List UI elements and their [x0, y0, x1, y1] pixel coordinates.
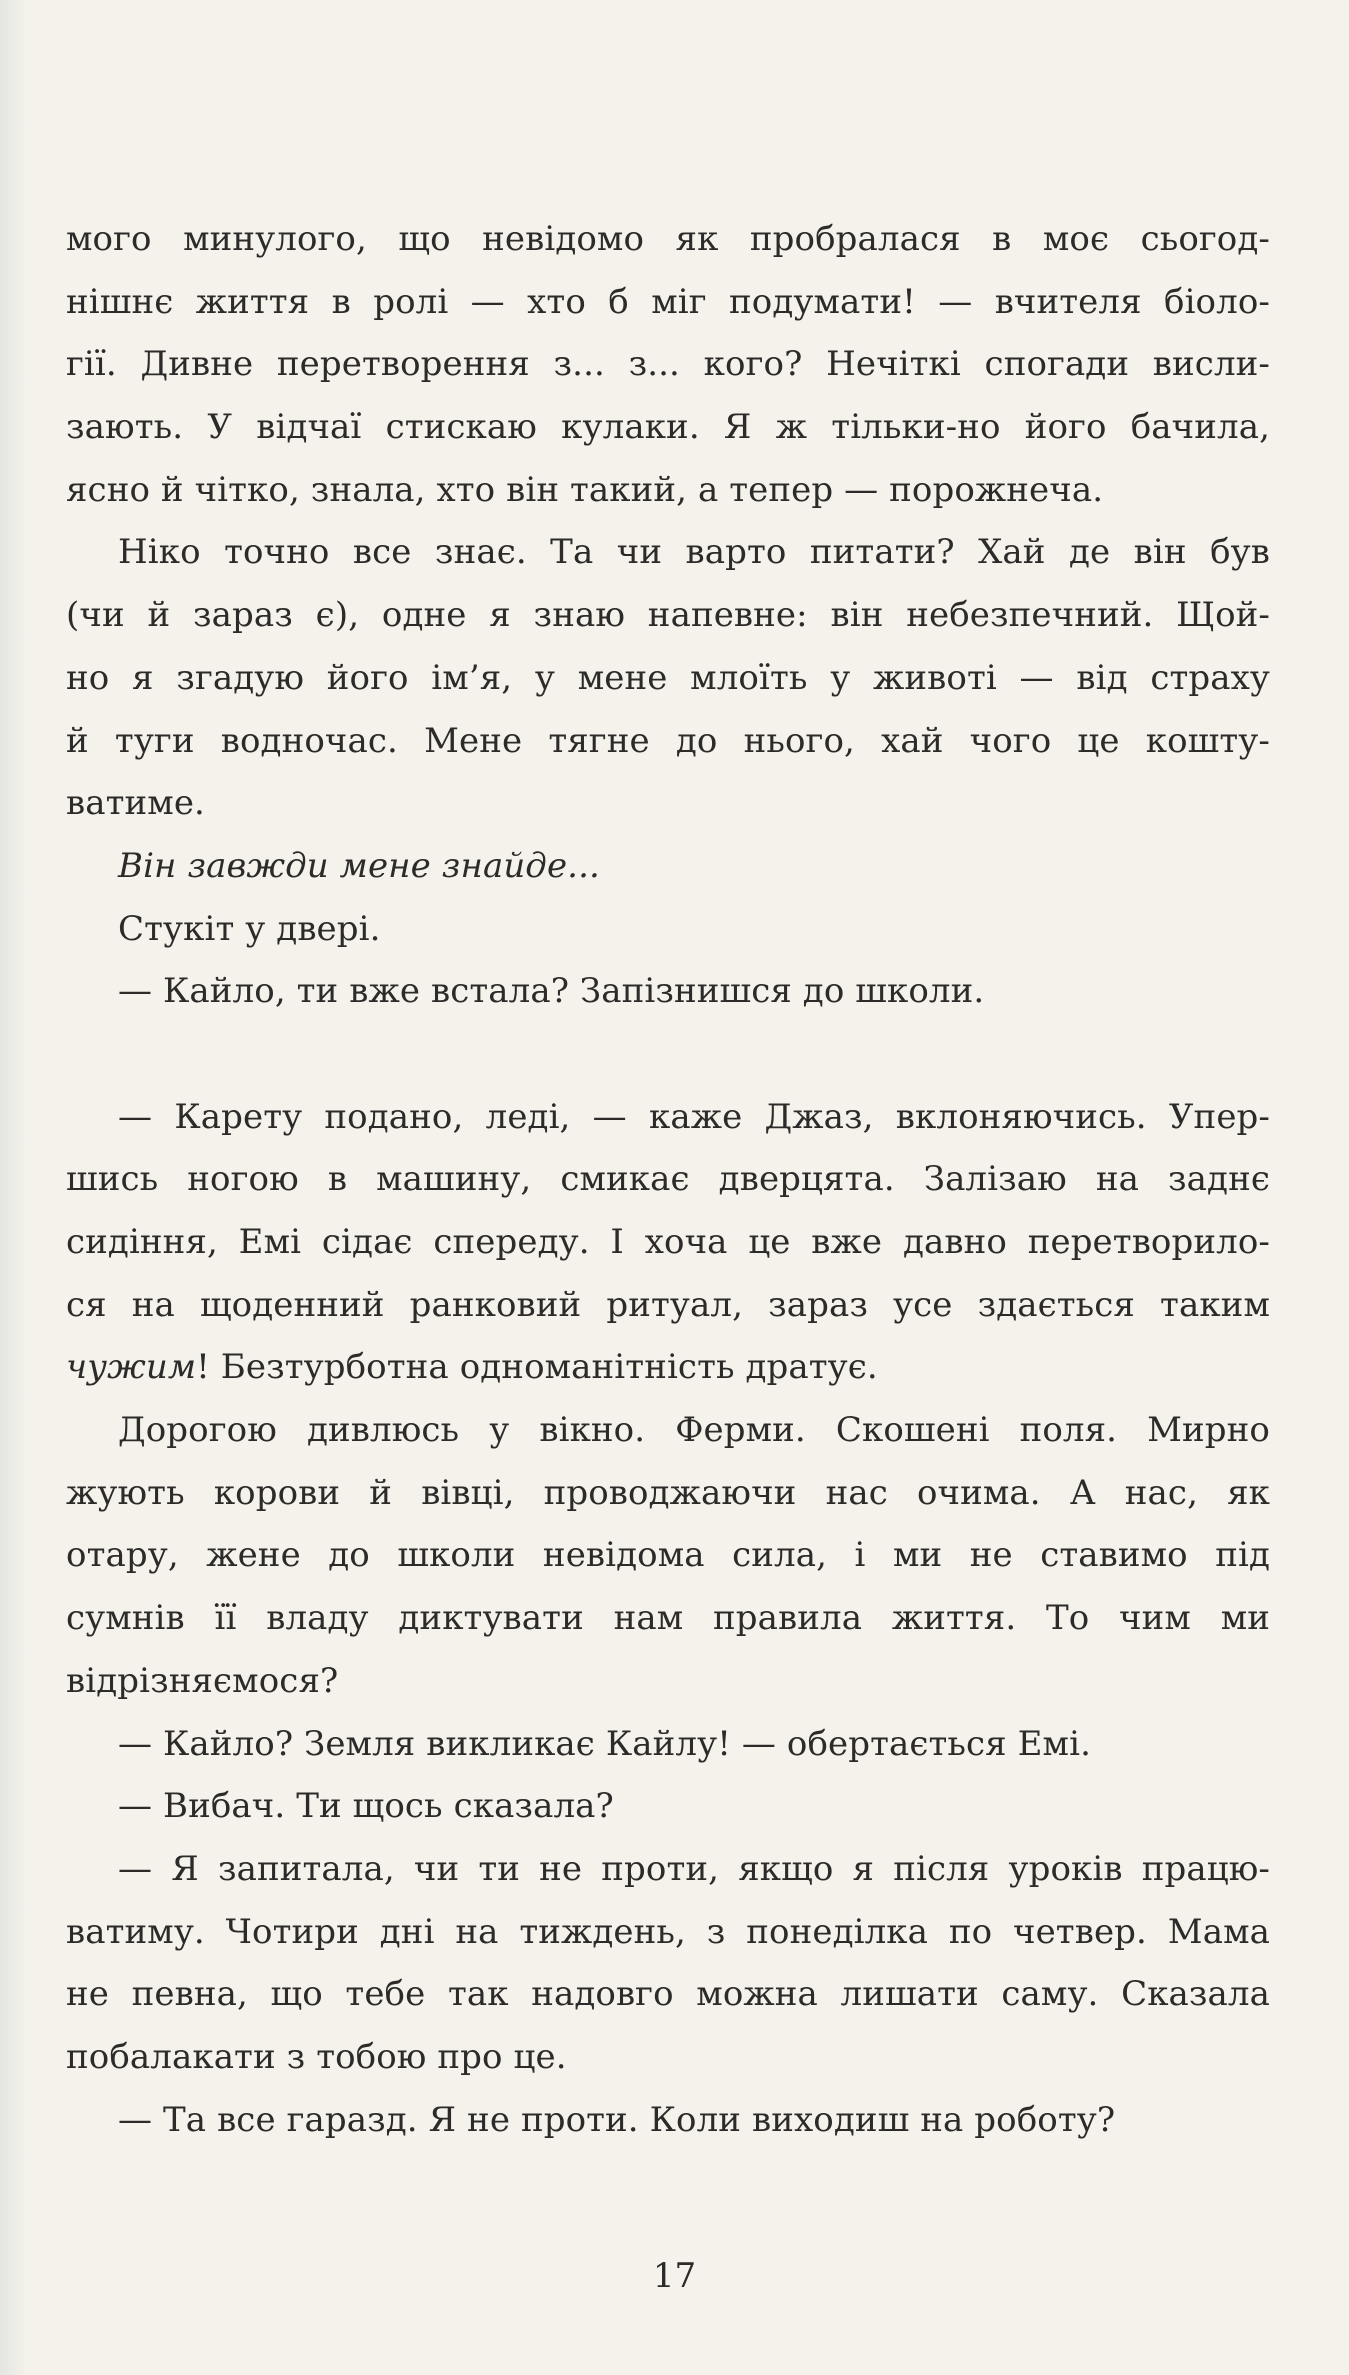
line-text: зають. У відчаї стискаю кулаки. Я ж тільки-но його бачила, — [66, 407, 1270, 448]
line-text: ватиме. — [66, 783, 205, 824]
dialogue-line — [66, 1086, 1270, 1149]
text-line — [66, 710, 1270, 773]
line-text: Стукіт у двері. — [118, 908, 381, 949]
text-line — [66, 208, 1270, 271]
line-text: — Я запитала, чи ти не проти, якщо я після уроків працю- — [118, 1848, 1270, 1889]
line-text: — Та все гаразд. Я не проти. Коли виходиш на роботу? — [118, 2099, 1116, 2140]
book-text — [66, 208, 1270, 2151]
line-text: відрізняємося? — [66, 1660, 339, 1701]
text-line — [66, 2026, 1270, 2089]
text-line — [66, 647, 1270, 710]
line-text: Він завжди мене знайде... — [118, 845, 600, 886]
text-line — [66, 1211, 1270, 1274]
line-text: (чи й зараз є), одне я знаю напевне: він небезпечний. Щой- — [66, 595, 1270, 636]
line-text: й туги водночас. Мене тягне до нього, хай чого це кошту- — [66, 720, 1270, 761]
line-text: побалакати з тобою про це. — [66, 2036, 567, 2077]
text-line — [66, 584, 1270, 647]
text-line — [66, 396, 1270, 459]
paragraph-start-line — [66, 521, 1270, 584]
text-line — [66, 1963, 1270, 2026]
italic-thought-line — [66, 835, 1270, 898]
paragraph-start-line — [66, 1399, 1270, 1462]
page-number: 17 — [652, 2256, 697, 2296]
line-text: — Вибач. Ти щось сказала? — [118, 1786, 614, 1827]
line-text: мого минулого, що невідомо як пробралася в моє сьогод- — [66, 219, 1270, 259]
dialogue-line — [66, 960, 1270, 1023]
dialogue-line — [66, 2089, 1270, 2152]
line-text: сумнів її владу диктувати нам правила життя. То чим ми — [66, 1598, 1270, 1639]
page-edge-shade — [0, 0, 26, 2375]
line-text: Ніко точно все знає. Та чи варто питати? Хай де він був — [118, 532, 1270, 573]
scene-break — [66, 1023, 1270, 1086]
text-line — [66, 1901, 1270, 1964]
italic-word: чужим — [66, 1347, 197, 1388]
text-line — [66, 1462, 1270, 1525]
text-line — [66, 1650, 1270, 1713]
paragraph-start-line — [66, 898, 1270, 961]
line-text: шись ногою в машину, смикає дверцята. Залізаю на заднє — [66, 1159, 1270, 1200]
line-text: — Кайло? Земля викликає Кайлу! — обертається Емі. — [118, 1723, 1091, 1764]
text-line — [66, 1587, 1270, 1650]
line-text: но я згадую його ім’я, у мене млоїть у животі — від страху — [66, 657, 1270, 698]
text-line — [66, 1274, 1270, 1337]
line-text: ! Безтурботна одноманітність дратує. — [196, 1347, 878, 1388]
line-text: нішнє життя в ролі — хто б міг подумати! — вчителя біоло- — [66, 281, 1270, 322]
line-text: сидіння, Емі сідає спереду. І хоча це вже давно перетворило- — [66, 1222, 1270, 1262]
line-text: Дорогою дивлюсь у вікно. Ферми. Скошені поля. Мирно — [118, 1410, 1270, 1451]
dialogue-line — [66, 1838, 1270, 1901]
text-line — [66, 1148, 1270, 1211]
line-text: жують корови й вівці, проводжаючи нас очима. А нас, як — [66, 1472, 1270, 1513]
line-text: отару, жене до школи невідома сила, і ми не ставимо під — [66, 1535, 1270, 1576]
dialogue-line — [66, 1713, 1270, 1776]
line-text: гії. Дивне перетворення з... з... кого? Нечіткі спогади висли- — [66, 344, 1270, 385]
line-text: ся на щоденний ранковий ритуал, зараз усе здається таким — [66, 1284, 1270, 1325]
line-text: — Карету подано, леді, — каже Джаз, вклоняючись. Упер- — [118, 1096, 1270, 1137]
text-line — [66, 271, 1270, 334]
text-line — [66, 333, 1270, 396]
line-text: ясно й чітко, знала, хто він такий, а тепер — порожнеча. — [66, 469, 1104, 510]
text-line — [66, 1336, 1270, 1399]
line-text: ватиму. Чотири дні на тиждень, з понеділка по четвер. Мама — [66, 1911, 1270, 1952]
line-text: не певна, що тебе так надовго можна лишати саму. Сказала — [66, 1974, 1270, 2015]
text-line — [66, 459, 1270, 522]
dialogue-line — [66, 1775, 1270, 1838]
text-line — [66, 772, 1270, 835]
text-line — [66, 1524, 1270, 1587]
line-text: — Кайло, ти вже встала? Запізнишся до школи. — [118, 971, 985, 1012]
